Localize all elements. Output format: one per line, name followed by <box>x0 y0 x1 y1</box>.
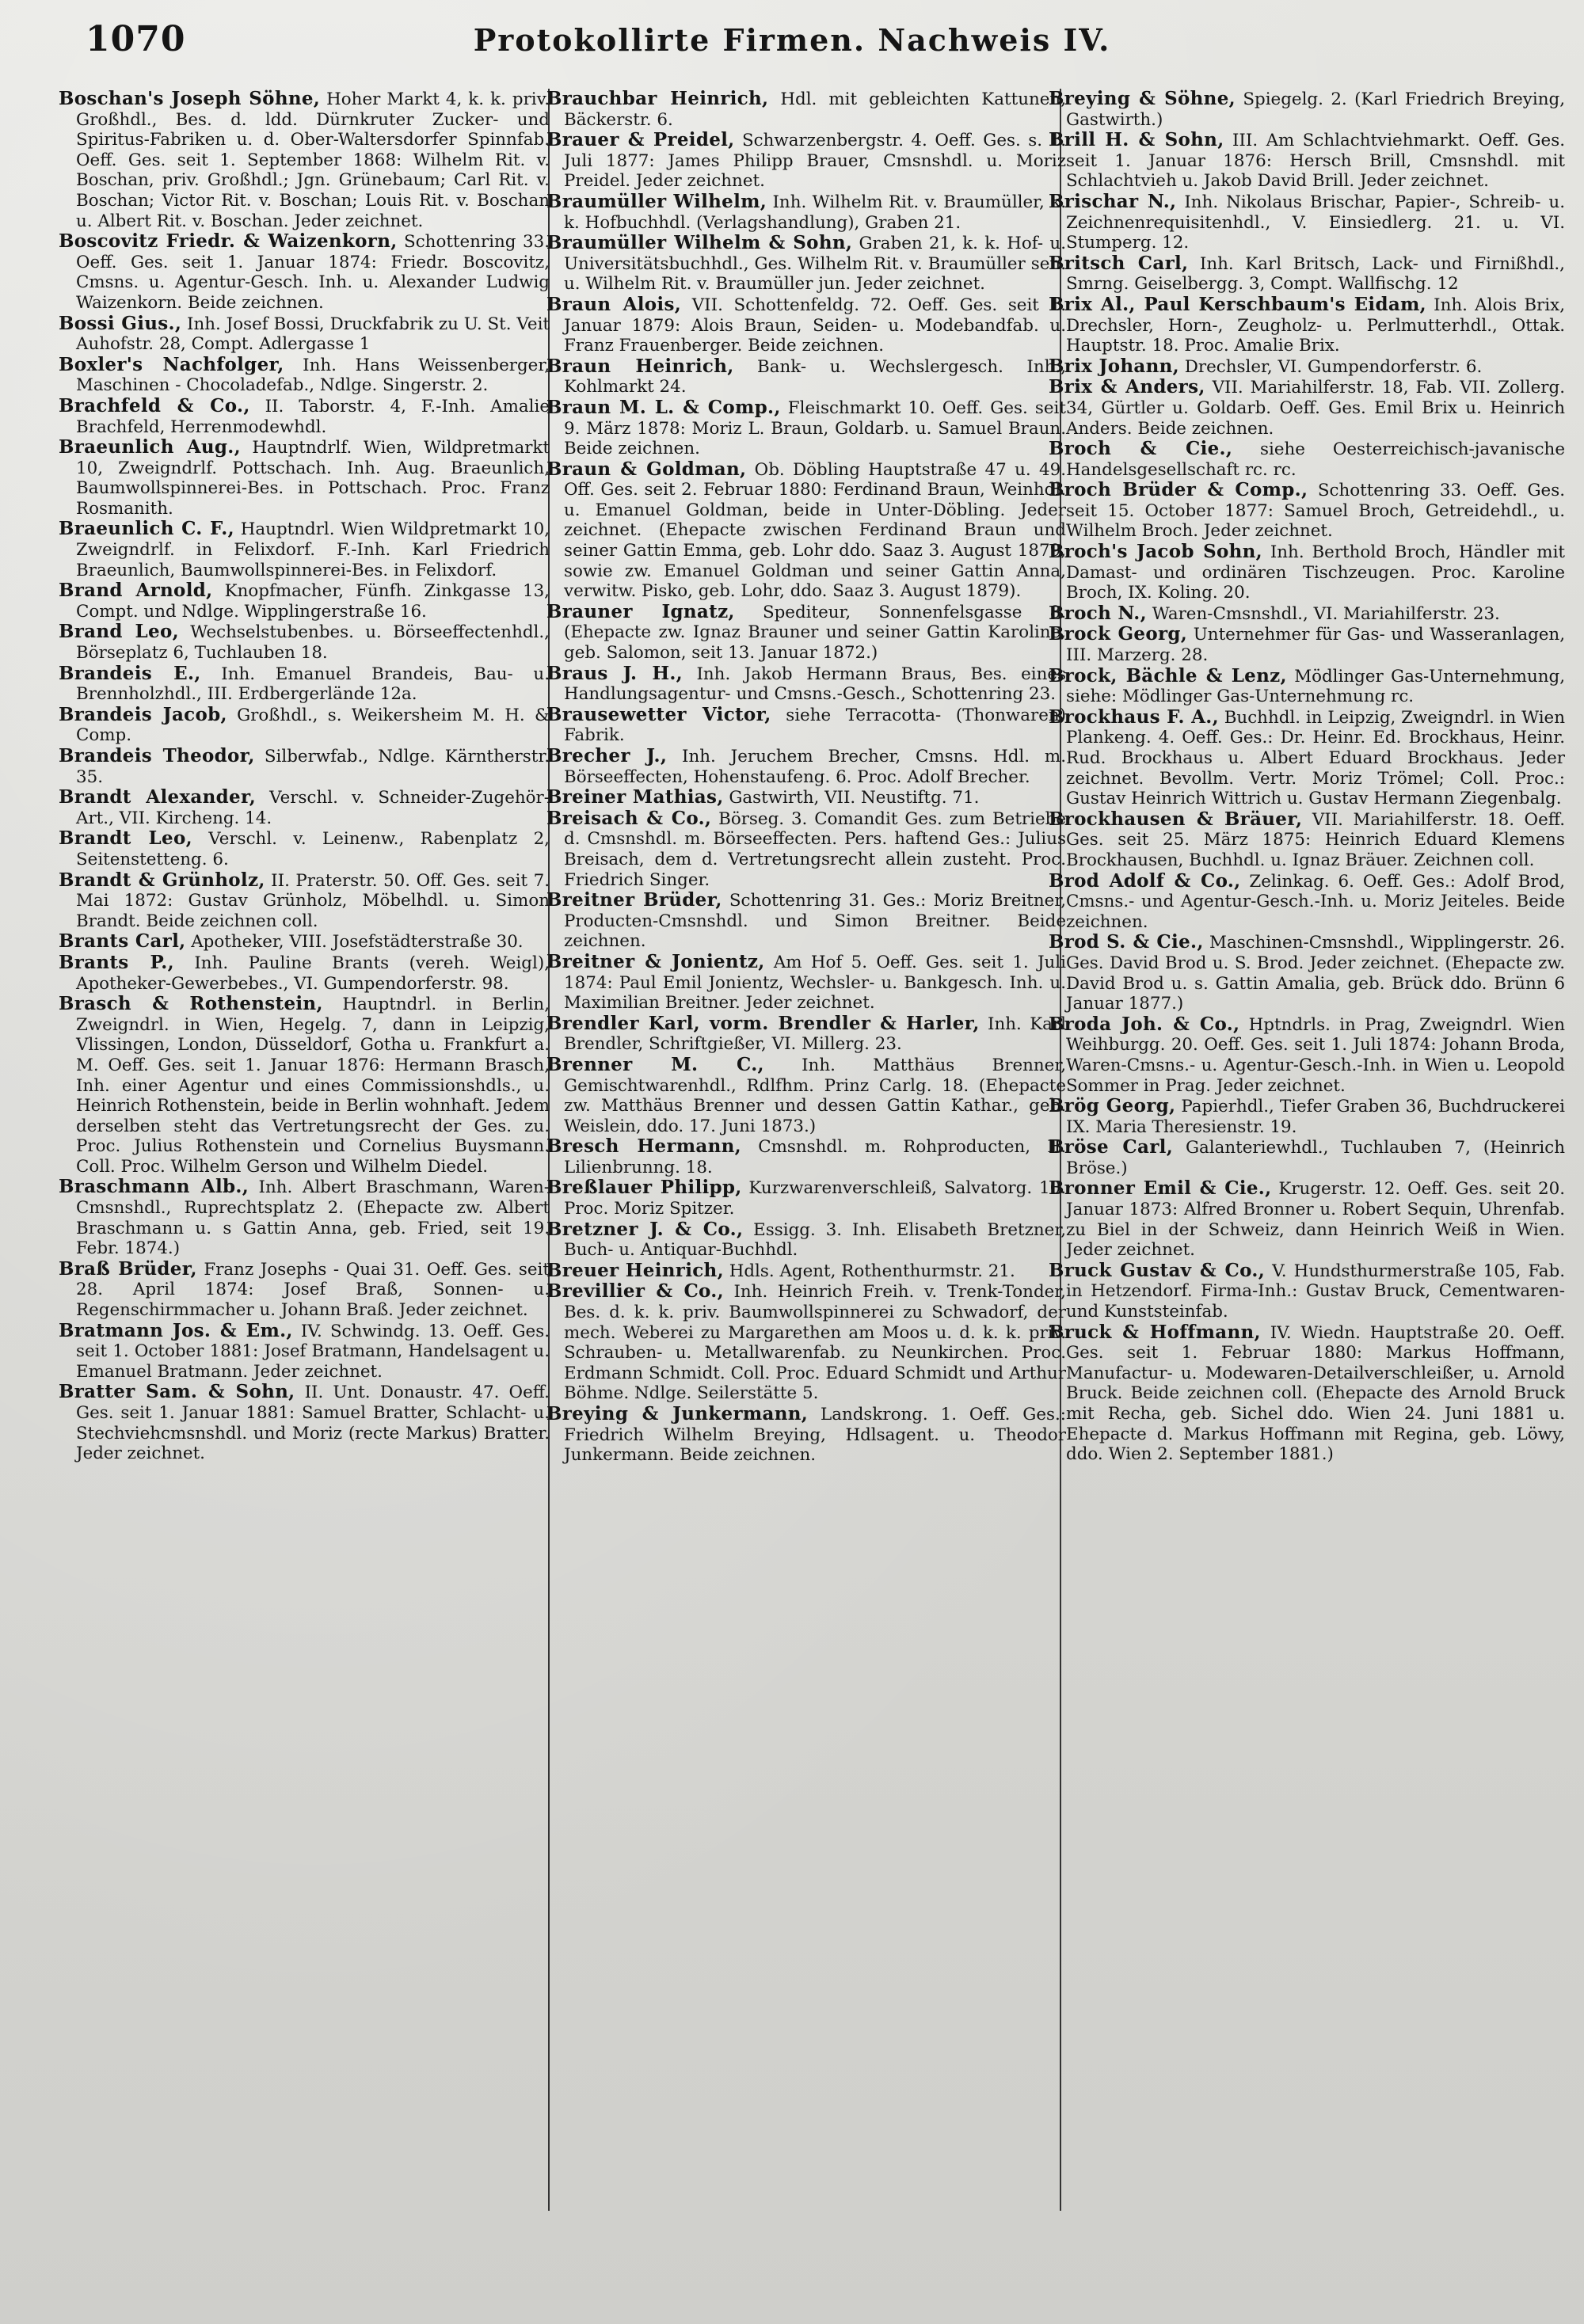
firm-details: Inh. Nikolaus Brischar, Papier-, Schreib- u. Zeichnenrequisitenhdl., V. Einsiedlerg. 21. u. VI. Stumperg. 12. <box>1066 192 1565 253</box>
firm-name: Bruck Gustav & Co., <box>1049 1259 1265 1281</box>
firm-details: Inh. Karl Brendler, Schriftgießer, VI. Millerg. 23. <box>564 1014 1066 1055</box>
firm-details: Großhdl., s. Weikersheim M. H. & Comp. <box>76 705 550 746</box>
directory-entry <box>1049 295 1565 356</box>
firm-name: Brockhausen & Bräuer, <box>1049 808 1303 830</box>
directory-entry <box>1049 666 1565 707</box>
firm-details: Landskrong. 1. Oeff. Ges.: Friedrich Wilhelm Breying, Hdlsagent. u. Theodor Junkermann. Beide zeichnen. <box>564 1405 1066 1466</box>
directory-entry <box>1049 253 1565 295</box>
directory-entry <box>1049 130 1565 192</box>
firm-details: Inh. Heinrich Freih. v. Trenk-Tonder, Bes. d. k. k. priv. Baumwollspinnerei zu Schwadorf, der mech. Weberei zu Margarethen am Moos u. d. k. k. priv. Schrauben- u. Metallwarenfab. zu Neunkirchen. Proc. Erdmann Schmidt. Coll. Proc. Eduard Schmidt und Arthur Böhme. Ndlge. Seilerstätte 5. <box>564 1282 1066 1404</box>
directory-entry <box>1049 89 1565 130</box>
firm-name: Brockhaus F. A., <box>1049 706 1219 728</box>
firm-name: Brecher J., <box>546 745 668 766</box>
directory-entry <box>59 931 550 953</box>
directory-entry <box>1049 932 1565 1014</box>
directory-entry <box>546 1281 1066 1404</box>
firm-details: Hoher Markt 4, k. k. priv. Großhdl., Bes. d. ldd. Dürnkruter Zucker- und Spiritus-Fabriken u. d. Ober-Waltersdorfer Spinnfab. Oeff. Ges. seit 1. September 1868: Wilhelm Rit. v. Boschan, priv. Großhdl.; Jgn. Grünebaum; Carl Rit. v. Boschan; Victor Rit. v. Boschan; Louis Rit. v. Boschan u. Albert Rit. v. Boschan. Jeder zeichnet. <box>76 89 550 231</box>
firm-name: Braun Alois, <box>546 293 682 315</box>
firm-name: Breuer Heinrich, <box>546 1259 724 1281</box>
firm-details: Inh. Matthäus Brenner, Gemischtwarenhdl., Rdlfhm. Prinz Carlg. 18. (Ehepacte zw. Matthäus Brenner und dessen Gattin Kathar., geb. Weislein, ddo. 17. Juni 1873.) <box>564 1055 1066 1136</box>
directory-entry <box>546 787 1066 808</box>
directory-entry <box>546 664 1066 705</box>
directory-entry <box>1049 1178 1565 1260</box>
directory-entry <box>59 89 550 231</box>
directory-entry <box>546 952 1066 1014</box>
directory-entry <box>1049 603 1565 625</box>
firm-name: Bratter Sam. & Sohn, <box>59 1381 295 1403</box>
directory-entry <box>1049 809 1565 871</box>
firm-name: Brausewetter Victor, <box>546 703 771 725</box>
firm-name: Brants P., <box>59 951 174 973</box>
firm-details: Inh. Alois Brix, Drechsler, Horn-, Zeugholz- u. Perlmutterhdl., Ottak. Hauptstr. 18. Proc. Amalie Brix. <box>1066 295 1565 356</box>
directory-entry <box>1049 707 1565 809</box>
directory-entry <box>59 953 550 994</box>
directory-entry <box>59 580 550 622</box>
firm-name: Brix Johann, <box>1049 355 1179 377</box>
firm-details: Waren-Cmsnshdl., VI. Mariahilferstr. 23. <box>1146 603 1500 624</box>
directory-entry <box>546 1014 1066 1055</box>
firm-details: V. Hundsthurmerstraße 105, Fab. in Hetzendorf. Firma-Inh.: Gustav Bruck, Cementwaren- und Kunststeinfab. <box>1066 1261 1565 1322</box>
directory-entry <box>59 1382 550 1463</box>
firm-details: Inh. Karl Britsch, Lack- und Firnißhdl., Smrng. Geiselbergg. 3, Compt. Wallfischg. 12 <box>1066 253 1565 295</box>
firm-details: Inh. Josef Bossi, Druckfabrik zu U. St. Veit Auhofstr. 28, Compt. Adlergasse 1 <box>76 314 550 355</box>
firm-details: Graben 21, k. k. Hof- u. Universitätsbuchhdl., Ges. Wilhelm Rit. v. Braumüller sen. u. Wilhelm Rit. v. Braumüller jun. Jeder zeichnet. <box>564 234 1066 295</box>
directory-entry <box>1049 377 1565 439</box>
directory-entry <box>59 437 550 519</box>
firm-name: Broch Brüder & Comp., <box>1049 479 1308 501</box>
directory-entry <box>59 705 550 746</box>
directory-entry <box>546 1055 1066 1136</box>
firm-details: Knopfmacher, Fünfh. Zinkgasse 13, Compt. und Ndlge. Wipplingerstraße 16. <box>76 581 550 622</box>
firm-details: Zelinkag. 6. Oeff. Ges.: Adolf Brod, Cmsns.- und Agentur-Gesch.-Inh. u. Moriz Jeiteles. Beide zeichnen. <box>1066 871 1565 932</box>
directory-entry <box>546 1177 1066 1219</box>
firm-name: Brix & Anders, <box>1049 376 1205 398</box>
firm-details: III. Am Schlachtviehmarkt. Oeff. Ges. seit 1. Januar 1876: Hersch Brill, Cmsnshdl. mit Schlachtvieh u. Jakob David Brill. Jeder zeichnet. <box>1066 131 1565 192</box>
directory-entry <box>1049 356 1565 378</box>
directory-entry <box>546 705 1066 746</box>
firm-details: Maschinen-Cmsnshdl., Wipplingerstr. 26. Ges. David Brod u. S. Brod. Jeder zeichnet. (Ehepacte zw. David Brod u. s. Gattin Amalia, geb. Brück ddo. Brünn 6 Januar 1877.) <box>1066 933 1565 1014</box>
column-2 <box>546 89 1066 2306</box>
directory-entry <box>1049 1014 1565 1096</box>
firm-name: Brill H. & Sohn, <box>1049 129 1224 151</box>
firm-name: Brand Arnold, <box>59 580 213 602</box>
firm-name: Brasch & Rothenstein, <box>59 993 323 1015</box>
firm-name: Brauner Ignatz, <box>546 600 735 622</box>
firm-details: Spiegelg. 2. (Karl Friedrich Breying, Gastwirth.) <box>1066 89 1565 130</box>
directory-entry <box>546 192 1066 233</box>
firm-name: Breiner Mathias, <box>546 786 724 808</box>
firm-details: Wechselstubenbes. u. Börseeffectenhdl., Börseplatz 6, Tuchlauben 18. <box>76 622 550 664</box>
firm-details: VII. Mariahilferstr. 18, Fab. VII. Zollerg. 34, Gürtler u. Goldarb. Oeff. Ges. Emil Brix u. Heinrich Anders. Beide zeichnen. <box>1066 378 1565 439</box>
firm-name: Brix Al., Paul Kerschbaum's Eidam, <box>1049 293 1426 315</box>
directory-entry <box>59 622 550 663</box>
directory-entry <box>1049 439 1565 480</box>
column-3 <box>1049 89 1565 2306</box>
firm-name: Broch's Jacob Sohn, <box>1049 541 1262 563</box>
firm-details: Inh. Wilhelm Rit. v. Braumüller, k. k. Hofbuchhdl. (Verlagshandlung), Graben 21. <box>564 192 1066 233</box>
directory-entry <box>1049 542 1565 603</box>
directory-entry <box>546 808 1066 890</box>
firm-name: Brischar N., <box>1049 190 1177 212</box>
firm-details: II. Taborstr. 4, F.-Inh. Amalie Brachfeld, Herrenmodewhdl. <box>76 396 550 437</box>
firm-name: Broch & Cie., <box>1049 438 1233 460</box>
firm-name: Braschmann Alb., <box>59 1176 249 1198</box>
firm-details: Inh. Emanuel Brandeis, Bau- u. Brennholzhdl., III. Erdbergerlände 12a. <box>76 664 550 705</box>
firm-details: Hptndrls. in Prag, Zweigndrl. Wien Weihburgg. 20. Oeff. Ges. seit 1. Juli 1874: Johann Broda, Waren-Cmsns.- u. Agentur-Gesch.-Inh. in Wien u. Leopold Sommer in Prag. Jeder zeichnet. <box>1066 1014 1565 1096</box>
directory-entry <box>546 1404 1066 1466</box>
firm-name: Boscovitz Friedr. & Waizenkorn, <box>59 230 398 253</box>
directory-entry <box>546 1136 1066 1177</box>
directory-entry <box>1049 1322 1565 1465</box>
firm-name: Brendler Karl, vorm. Brendler & Harler, <box>546 1012 980 1034</box>
firm-details: Franz Josephs - Quai 31. Oeff. Ges. seit 28. April 1874: Josef Braß, Sonnen- u. Regenschirmmacher u. Johann Braß. Jeder zeichnet. <box>76 1259 550 1321</box>
firm-details: Inh. Berthold Broch, Händler mit Damast- und ordinären Tischzeugen. Proc. Karoline Broch, IX. Koling. 20. <box>1066 542 1565 603</box>
directory-entry <box>59 1321 550 1383</box>
firm-name: Bretzner J. & Co., <box>546 1218 744 1240</box>
directory-entry <box>59 870 550 932</box>
firm-details: Hauptndrlf. Wien, Wildpretmarkt 10, Zweigndrlf. Pottschach. Inh. Aug. Braeunlich, Baumwollspinnerei-Bes. in Pottschach. Proc. Franz Rosmanith. <box>76 438 550 519</box>
directory-entry <box>59 787 550 828</box>
directory-entry <box>59 746 550 787</box>
firm-name: Braun & Goldman, <box>546 458 747 480</box>
firm-details: Apotheker, VIII. Josefstädterstraße 30. <box>185 932 524 953</box>
firm-details: Ob. Döbling Hauptstraße 47 u. 49. Off. Ges. seit 2. Februar 1880: Ferdinand Braun, Weinhdl. u. Emanuel Goldman, beide in Unter-Döbling. Jeder zeichnet. (Ehepacte zwischen Ferdinand Braun und seiner Gattin Emma, geb. Lohr ddo. Saaz 3. August 1879, sowie zw. Emanuel Goldman und seiner Gattin Anna, verwitw. Pisko, geb. Lohr, ddo. Saaz 3. August 1879). <box>564 459 1066 602</box>
firm-details: Schwarzenbergstr. 4. Oeff. Ges. s. 1. Juli 1877: James Philipp Brauer, Cmsnshdl. u. Moriz Preidel. Jeder zeichnet. <box>564 131 1066 192</box>
page-title: Protokollirte Firmen. Nachweis IV. <box>473 22 1111 58</box>
firm-name: Bossi Gius., <box>59 312 182 334</box>
firm-details: Bank- u. Wechslergesch. Inh., Kohlmarkt 24. <box>564 356 1066 397</box>
firm-details: Hdl. mit gebleichten Kattunen, Bäckerstr. 6. <box>564 89 1066 130</box>
firm-details: Drechsler, VI. Gumpendorferstr. 6. <box>1178 356 1483 377</box>
firm-details: Schottenring 33. Oeff. Ges. seit 1. Januar 1874: Friedr. Boscovitz, Cmsns. u. Agentur-Gesch. Inh. u. Alexander Ludwig Waizenkorn. Beide zeichnen. <box>76 232 550 313</box>
directory-entry <box>1049 1096 1565 1137</box>
firm-name: Breitner & Jonientz, <box>546 950 765 972</box>
firm-details: Inh. Jeruchem Brecher, Cmsns. Hdl. m. Börseeffecten, Hohenstaufeng. 6. Proc. Adolf Brecher. <box>564 747 1066 787</box>
firm-name: Breitner Brüder, <box>546 889 722 911</box>
firm-name: Braumüller Wilhelm, <box>546 190 767 212</box>
directory-entry <box>546 295 1066 356</box>
firm-name: Brandt & Grünholz, <box>59 869 265 891</box>
directory-entry <box>59 355 550 396</box>
directory-entry <box>1049 871 1565 933</box>
firm-name: Brandeis Jacob, <box>59 703 227 725</box>
firm-details: Inh. Pauline Brants (vereh. Weigl), Apotheker-Gewerbebes., VI. Gumpendorferstr. 98. <box>76 953 550 994</box>
firm-name: Brandeis E., <box>59 662 201 684</box>
firm-name: Brög Georg, <box>1049 1095 1176 1117</box>
firm-details: Buchhdl. in Leipzig, Zweigndrl. in Wien Plankeng. 4. Oeff. Ges.: Dr. Heinr. Ed. Brockhaus, Heinr. Rud. Brockhaus u. Albert Eduard Brockhaus. Jeder zeichnet. Bevollm. Vertr. Moriz Trömel; Coll. Proc.: Gustav Heinrich Wittrich u. Gustav Hermann Ziegenbalg. <box>1066 707 1565 809</box>
firm-details: II. Unt. Donaustr. 47. Oeff. Ges. seit 1. Januar 1881: Samuel Bratter, Schlacht- u. Stechviehcmsnshdl. und Moriz (recte Markus) Bratter. Jeder zeichnet. <box>76 1383 550 1464</box>
firm-details: Inh. Hans Weissenberger, Maschinen - Chocoladefab., Ndlge. Singerstr. 2. <box>76 355 550 396</box>
directory-entry <box>546 233 1066 295</box>
directory-entry <box>59 314 550 355</box>
firm-name: Bruck & Hoffmann, <box>1049 1321 1261 1343</box>
firm-details: Cmsnshdl. m. Rohproducten, II. Lilienbrunng. 18. <box>564 1137 1066 1177</box>
firm-details: Silberwfab., Ndlge. Kärntherstr. 35. <box>76 747 550 787</box>
directory-entry <box>546 602 1066 664</box>
directory-entry <box>1049 1261 1565 1322</box>
directory-entry <box>1049 192 1565 253</box>
firm-name: Braeunlich C. F., <box>59 518 234 540</box>
firm-name: Brauchbar Heinrich, <box>546 89 769 109</box>
firm-name: Boxler's Nachfolger, <box>59 353 284 375</box>
directory-entry <box>546 1261 1066 1282</box>
directory-entry <box>59 519 550 580</box>
firm-name: Broda Joh. & Co., <box>1049 1013 1240 1035</box>
firm-name: Breying & Söhne, <box>1049 89 1236 109</box>
firm-name: Brock Georg, <box>1049 623 1188 645</box>
directory-entry <box>546 397 1066 459</box>
firm-details: Hauptndrl. in Berlin, Zweigndrl. in Wien, Hegelg. 7, dann in Leipzig, Vlissingen, London, Düsseldorf, Gotha u. Frankfurt a. M. Oeff. Ges. seit 1. Januar 1876: Hermann Brasch, Inh. einer Agentur und eines Commissionshdls., u. Heinrich Rothenstein, beide in Berlin wohnhaft. Jedem derselben steht das Vertretungsrecht der Ges. zu. Proc. Julius Rothenstein und Cornelius Buysmann. Coll. Proc. Wilhelm Gerson und Wilhelm Diedel. <box>76 995 550 1177</box>
page-header <box>0 14 1584 70</box>
directory-entry <box>1049 1137 1565 1178</box>
firm-details: Galanteriewhdl., Tuchlauben 7, (Heinrich Bröse.) <box>1066 1138 1565 1178</box>
firm-details: Inh. Albert Braschmann, Waren-Cmsnshdl., Ruprechtsplatz 2. (Ehepacte zw. Albert Braschmann u. s Gattin Anna, geb. Fried, seit 19. Febr. 1874.) <box>76 1177 550 1259</box>
directory-entry <box>546 746 1066 787</box>
directory-entry <box>546 459 1066 602</box>
firm-name: Brauer & Preidel, <box>546 129 735 151</box>
firm-details: IV. Wiedn. Hauptstraße 20. Oeff. Ges. seit 1. Februar 1880: Markus Hoffmann, Manufactur- u. Modewaren-Detailverschleißer, u. Arnold Bruck. Beide zeichnen coll. (Ehepacte des Arnold Bruck mit Recha, geb. Sichel ddo. Wien 24. Juni 1881 u. Ehepacte d. Markus Hoffmann mit Regina, geb. Löwy, ddo. Wien 2. September 1881.) <box>1066 1322 1565 1465</box>
firm-details: Fleischmarkt 10. Oeff. Ges. seit 9. März 1878: Moriz L. Braun, Goldarb. u. Samuel Braun. Beide zeichnen. <box>564 397 1066 459</box>
firm-name: Brevillier & Co., <box>546 1280 724 1303</box>
firm-details: Hauptndrl. Wien Wildpretmarkt 10, Zweigndrlf. in Felixdorf. F.-Inh. Karl Friedrich Braeunlich, Baumwollspinnerei-Bes. in Felixdorf. <box>76 519 550 580</box>
firm-name: Brandt Leo, <box>59 827 192 850</box>
firm-name: Bresch Hermann, <box>546 1135 741 1158</box>
firm-details: Mödlinger Gas-Unternehmung, siehe: Mödlinger Gas-Unternehmung rc. <box>1066 666 1565 707</box>
directory-entry <box>546 890 1066 952</box>
firm-name: Brandt Alexander, <box>59 786 257 808</box>
firm-name: Bröse Carl, <box>1049 1136 1174 1158</box>
directory-entry <box>546 130 1066 192</box>
firm-name: Bronner Emil & Cie., <box>1049 1177 1272 1200</box>
firm-name: Breßlauer Philipp, <box>546 1177 742 1199</box>
firm-details: siehe Oesterreichisch-javanische Handelsgesellschaft rc. rc. <box>1066 439 1565 480</box>
directory-entry <box>59 664 550 705</box>
firm-name: Breying & Junkermann, <box>546 1403 809 1424</box>
firm-name: Brand Leo, <box>59 621 179 643</box>
page-number: 1070 <box>86 19 186 59</box>
firm-details: II. Praterstr. 50. Off. Ges. seit 7. Mai 1872: Gustav Grünholz, Möbelhdl. u. Simon Brandt. Beide zeichnen coll. <box>76 870 550 931</box>
directory-entry <box>546 356 1066 397</box>
firm-details: Gastwirth, VII. Neustiftg. 71. <box>723 788 980 808</box>
directory-entry <box>59 994 550 1177</box>
firm-details: Kurzwarenverschleiß, Salvatorg. 10. Proc. Moriz Spitzer. <box>564 1178 1066 1219</box>
firm-details: Essigg. 3. Inh. Elisabeth Bretzner, Buch- u. Antiquar-Buchhdl. <box>564 1219 1066 1261</box>
firm-details: Schottenring 33. Oeff. Ges. seit 15. October 1877: Samuel Broch, Getreidehdl., u. Wilhelm Broch. Jeder zeichnet. <box>1066 481 1565 542</box>
directory-entry <box>1049 624 1565 665</box>
firm-details: VII. Schottenfeldg. 72. Oeff. Ges. seit 1. Januar 1879: Alois Braun, Seiden- u. Modebandfab. u. Franz Frauenberger. Beide zeichnen. <box>564 295 1066 356</box>
directory-entry <box>59 1177 550 1258</box>
firm-name: Brachfeld & Co., <box>59 394 250 416</box>
firm-name: Broch N., <box>1049 602 1147 624</box>
firm-details: Verschl. v. Leinenw., Rabenplatz 2, Seitenstetteng. 6. <box>76 829 550 869</box>
firm-name: Bratmann Jos. & Em., <box>59 1319 293 1341</box>
firm-details: Am Hof 5. Oeff. Ges. seit 1. Juli 1874: Paul Emil Jonientz, Wechsler- u. Bankgesch. Inh. u. Maximilian Breitner. Jeder zeichnet. <box>564 952 1066 1014</box>
firm-name: Brants Carl, <box>59 930 186 953</box>
firm-name: Braumüller Wilhelm & Sohn, <box>546 232 853 254</box>
directory-entry <box>59 1259 550 1321</box>
firm-name: Braus J. H., <box>546 662 683 684</box>
firm-details: Spediteur, Sonnenfelsgasse 8. (Ehepacte zw. Ignaz Brauner und seiner Gattin Karoline, geb. Salomon, seit 13. Januar 1872.) <box>564 602 1066 664</box>
firm-details: Hdls. Agent, Rothenthurmstr. 21. <box>723 1261 1015 1281</box>
directory-entry <box>59 396 550 437</box>
firm-name: Brod Adolf & Co., <box>1049 869 1241 892</box>
firm-name: Braun M. L. & Comp., <box>546 396 781 418</box>
firm-name: Boschan's Joseph Söhne, <box>59 89 321 109</box>
directory-entry <box>546 1219 1066 1261</box>
column-1 <box>59 89 550 2306</box>
firm-name: Braß Brüder, <box>59 1257 197 1280</box>
firm-name: Brod S. & Cie., <box>1049 931 1204 953</box>
firm-details: Papierhdl., Tiefer Graben 36, Buchdruckerei IX. Maria Theresienstr. 19. <box>1066 1097 1565 1137</box>
firm-details: Börseg. 3. Comandit Ges. zum Betriebe d. Cmsnshdl. m. Börseeffecten. Pers. haftend Ges.: Julius Breisach, dem d. Vertretungsrecht allein zusteht. Proc. Friedrich Singer. <box>564 808 1066 890</box>
firm-details: Verschl. v. Schneider-Zugehör-Art., VII. Kircheng. 14. <box>76 788 550 828</box>
firm-details: Schottenring 31. Ges.: Moriz Breitner, Producten-Cmsnshdl. und Simon Breitner. Beide zeichnen. <box>564 891 1066 952</box>
firm-details: Krugerstr. 12. Oeff. Ges. seit 20. Januar 1873: Alfred Bronner u. Robert Sequin, Uhrenfab. zu Biel in der Schweiz, dann Heinrich Weiß in Wien. Jeder zeichnet. <box>1066 1179 1565 1261</box>
firm-name: Brock, Bächle & Lenz, <box>1049 664 1287 687</box>
firm-details: Unternehmer für Gas- und Wasseranlagen, III. Marzerg. 28. <box>1066 625 1565 666</box>
firm-name: Brandeis Theodor, <box>59 745 255 766</box>
firm-name: Britsch Carl, <box>1049 252 1189 274</box>
firm-details: Inh. Jakob Hermann Braus, Bes. eines Handlungsagentur- und Cmsns.-Gesch., Schottenring 23. <box>564 664 1066 705</box>
firm-name: Brenner M. C., <box>546 1053 764 1075</box>
firm-details: VII. Mariahilferstr. 18. Oeff. Ges. seit 25. März 1875: Heinrich Eduard Klemens Brockhausen, Buchhdl. u. Ignaz Bräuer. Zeichnen coll. <box>1066 809 1565 870</box>
firm-name: Breisach & Co., <box>546 807 712 829</box>
directory-entry <box>546 89 1066 130</box>
firm-name: Braun Heinrich, <box>546 355 734 377</box>
firm-details: siehe Terracotta- (Thonwaren) Fabrik. <box>564 705 1066 746</box>
directory-entry <box>1049 480 1565 542</box>
directory-entry <box>59 828 550 869</box>
firm-details: IV. Schwindg. 13. Oeff. Ges. seit 1. October 1881: Josef Bratmann, Handelsagent u. Emanuel Bratmann. Jeder zeichnet. <box>76 1321 550 1382</box>
firm-name: Braeunlich Aug., <box>59 436 241 458</box>
directory-entry <box>59 231 550 313</box>
